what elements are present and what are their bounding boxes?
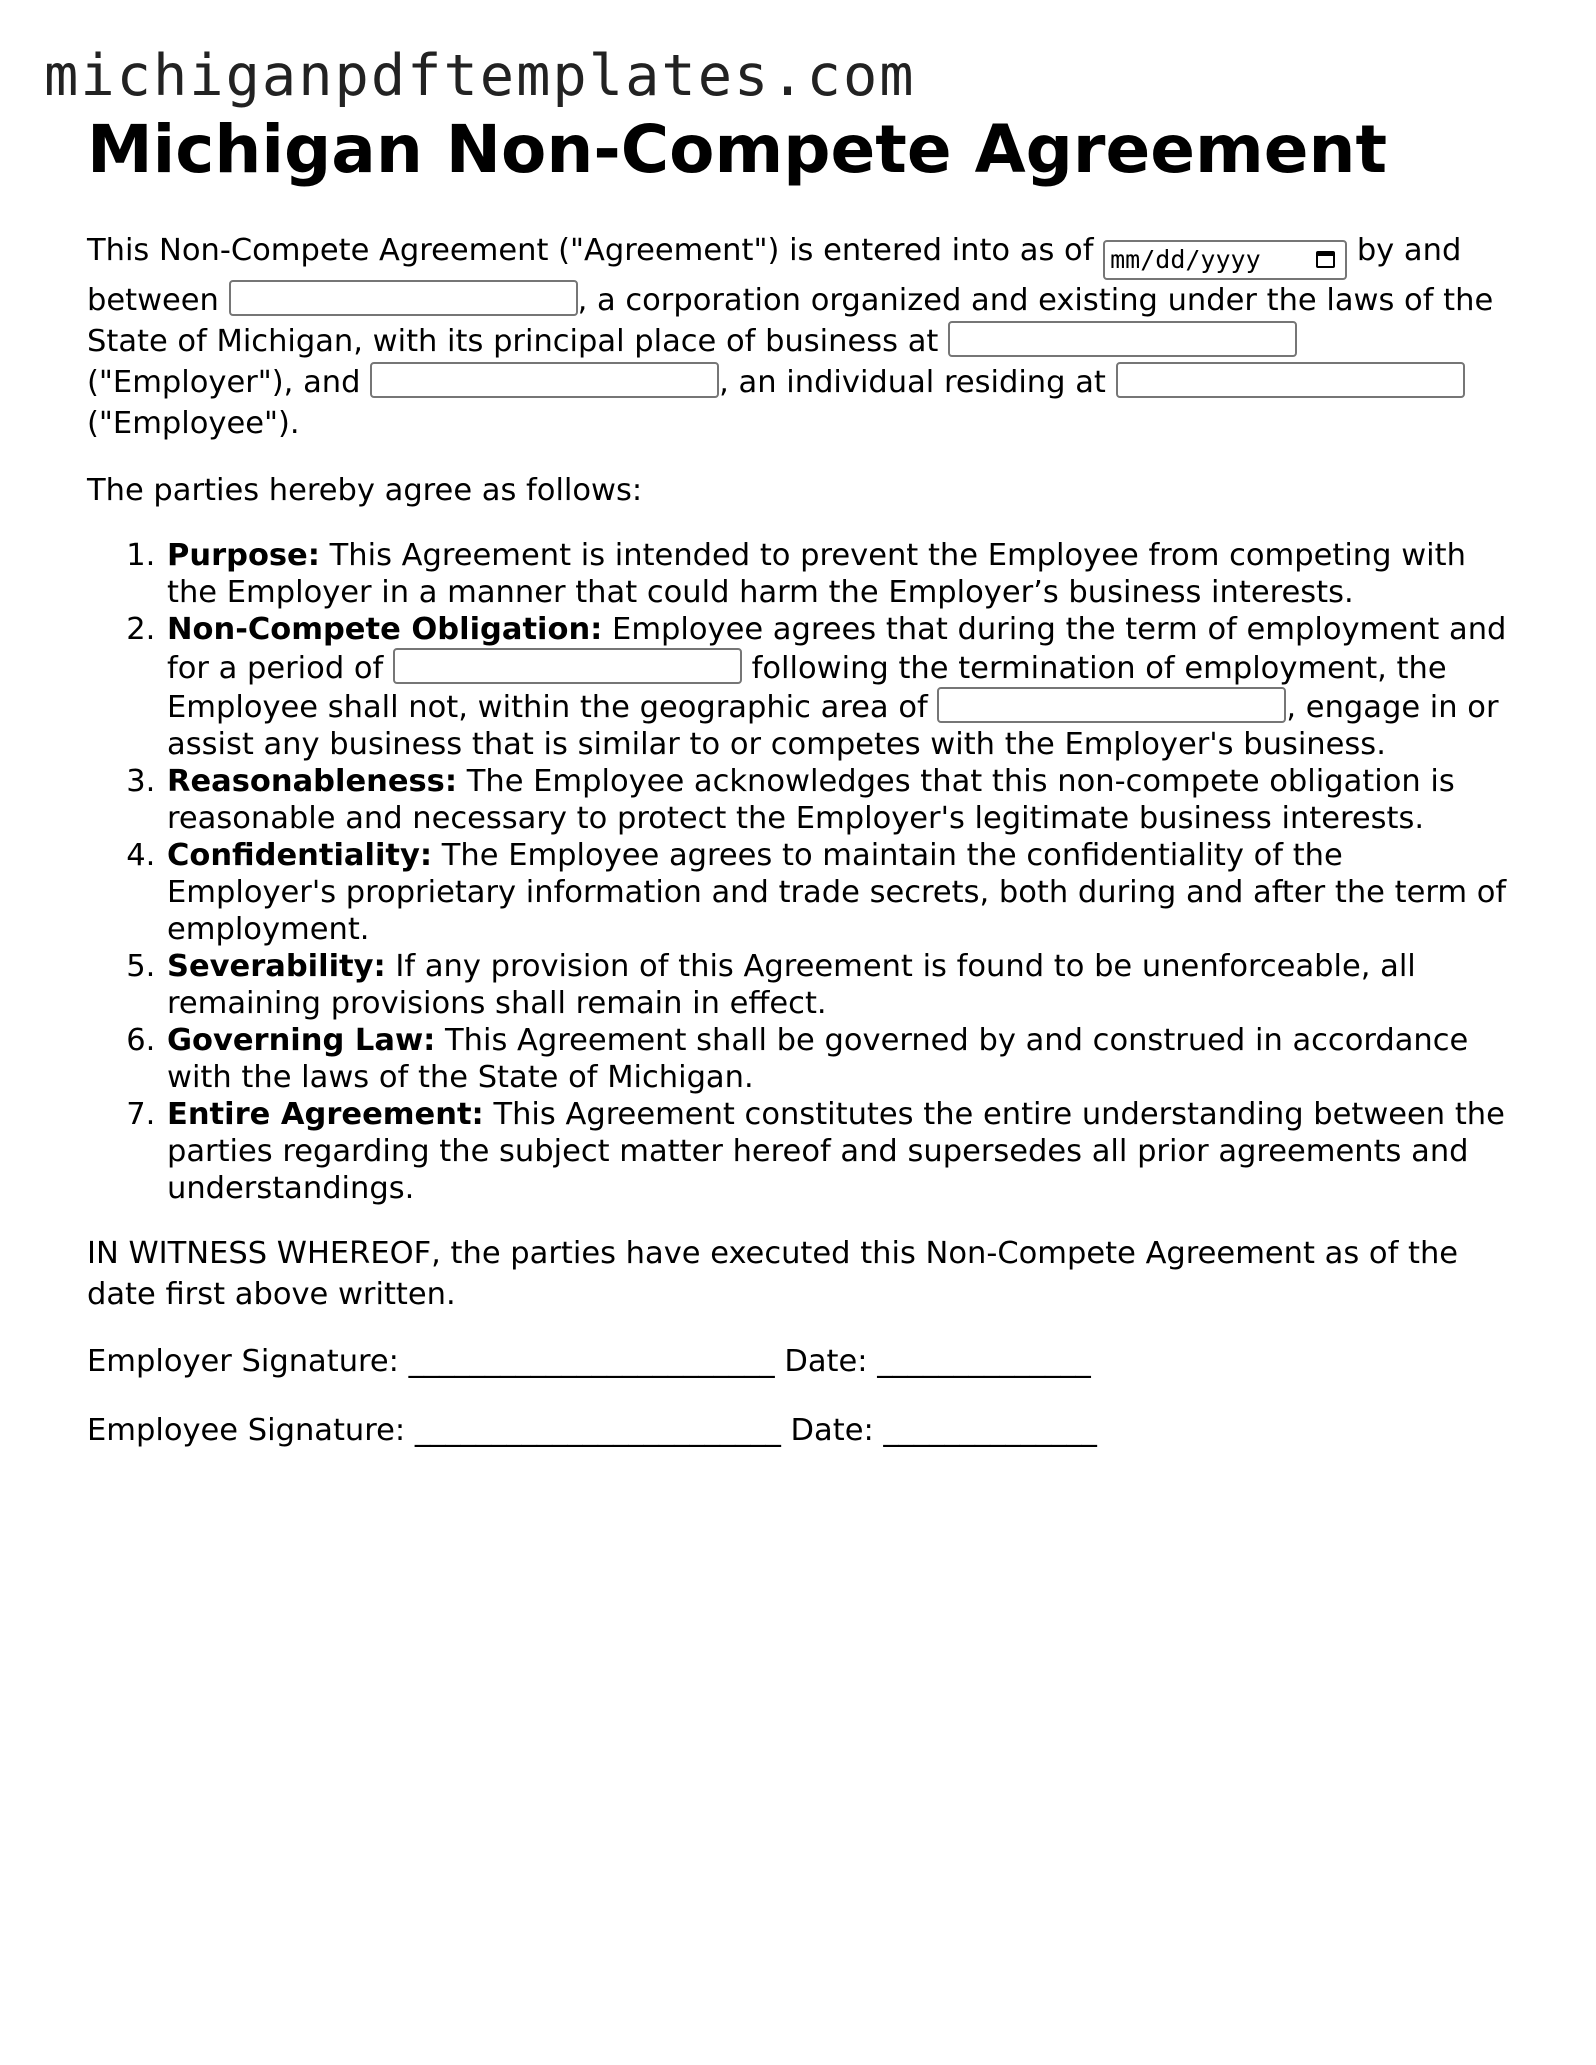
list-item	[165, 611, 1507, 763]
intro-text-5: , an individual residing at	[719, 365, 1116, 400]
clause-text: The Employee acknowledges that this non-compete obligation is reasonable and necessary to protect the Employer's legitimate business interests.	[167, 764, 1455, 836]
clause-text: , engage in or assist any business that is similar to or competes with the Employer's business.	[167, 690, 1499, 762]
intro-text-2: by and between	[87, 233, 1462, 318]
lead-paragraph: The parties hereby agree as follows:	[87, 473, 643, 508]
intro-text-3: , a corporation organized and existing under the laws of the State of Michigan, with its principal place of business at	[87, 283, 1494, 359]
date-placeholder: mm/dd/yyyy	[1110, 245, 1261, 274]
list-item	[165, 837, 1507, 948]
agreement-date-input[interactable]	[1103, 240, 1347, 280]
list-item	[165, 763, 1507, 837]
watermark-text: michiganpdftemplates.com	[44, 43, 916, 109]
clause-text: The Employee agrees to maintain the confidentiality of the Employer's proprietary information and trade secrets, both during and after the term of employment.	[167, 838, 1507, 947]
intro-text-4: ("Employer"), and	[87, 365, 371, 400]
clause-text: This Agreement is intended to prevent the Employee from competing with the Employer in a manner that could harm the Employer’s business interests.	[167, 538, 1466, 610]
clause-heading: Confidentiality:	[167, 838, 433, 873]
geographic-area-input[interactable]	[937, 687, 1286, 723]
non-compete-period-input[interactable]	[393, 648, 742, 684]
list-item	[165, 948, 1507, 1022]
clauses-list	[87, 537, 1507, 1207]
clause-text: Employee agrees that during the term of employment and for a period of	[167, 612, 1507, 686]
clause-heading: Reasonableness:	[167, 764, 458, 799]
employee-address-input[interactable]	[1116, 362, 1465, 398]
clause-text: This Agreement shall be governed by and construed in accordance with the laws of the State of Michigan.	[167, 1023, 1469, 1095]
page-title: Michigan Non-Compete Agreement	[87, 111, 1388, 188]
list-item	[165, 1022, 1507, 1096]
intro-text-6: ("Employee").	[87, 406, 300, 441]
intro-text-1: This Non-Compete Agreement ("Agreement") is entered into as of	[87, 233, 1104, 268]
witness-paragraph: IN WITNESS WHEREOF, the parties have executed this Non-Compete Agreement as of the date first above written.	[87, 1236, 1459, 1312]
clause-heading: Entire Agreement:	[167, 1097, 484, 1132]
clause-text: This Agreement constitutes the entire understanding between the parties regarding the subject matter hereof and supersedes all prior agreements and understandings.	[167, 1097, 1505, 1206]
document-body	[87, 112, 1507, 1479]
clause-heading: Non-Compete Obligation:	[167, 612, 603, 647]
employee-signature-line: Employee Signature: ________________________ Date: ______________	[87, 1413, 1097, 1448]
employer-name-input[interactable]	[229, 280, 578, 316]
list-item	[165, 537, 1507, 611]
list-item	[165, 1096, 1507, 1207]
intro-paragraph	[87, 230, 1507, 444]
employer-signature-line: Employer Signature: ________________________ Date: ______________	[87, 1344, 1091, 1379]
clause-heading: Governing Law:	[167, 1023, 436, 1058]
clause-heading: Severability:	[167, 949, 386, 984]
employer-address-input[interactable]	[948, 321, 1297, 357]
employee-name-input[interactable]	[370, 362, 719, 398]
clause-text: If any provision of this Agreement is found to be unenforceable, all remaining provisions shall remain in effect.	[167, 949, 1416, 1021]
calendar-icon[interactable]	[1316, 251, 1335, 268]
clause-text: following the termination of employment, the Employee shall not, within the geographic area of	[167, 651, 1447, 725]
clause-heading: Purpose:	[167, 538, 320, 573]
